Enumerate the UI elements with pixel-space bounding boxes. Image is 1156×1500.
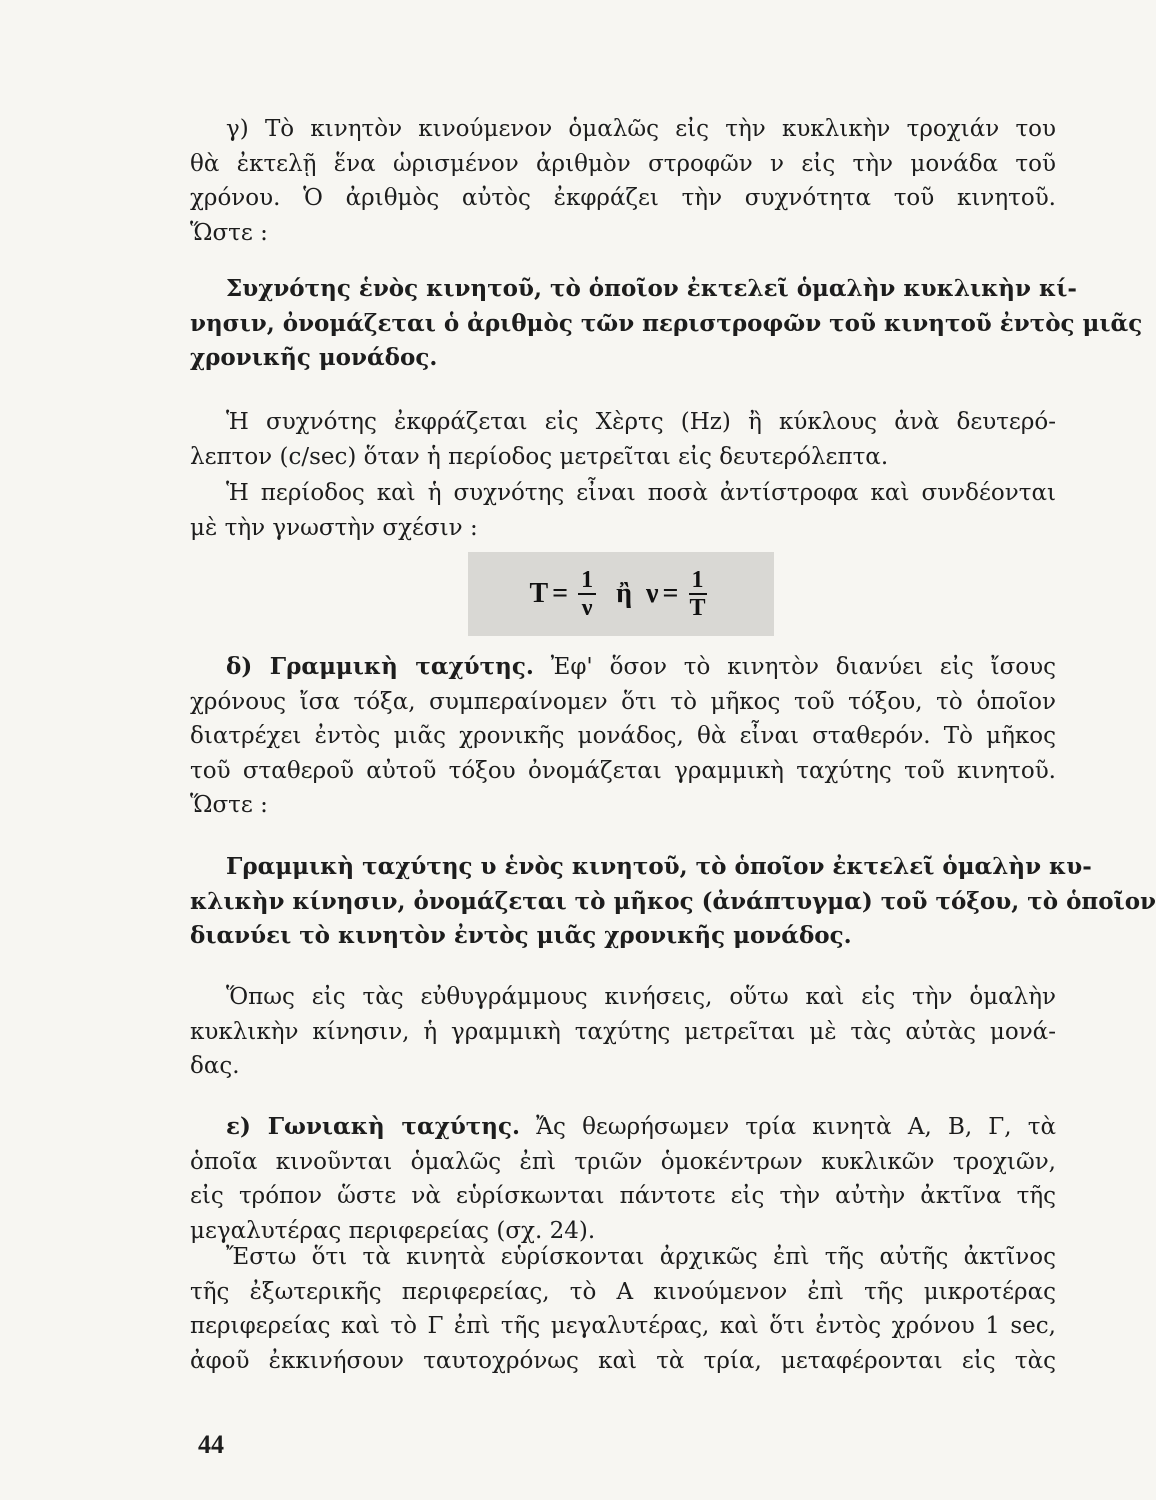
text-line: νησιν, ὀνομάζεται ὁ ἀριθμὸς τῶν περιστροφῶν τοῦ κινητοῦ ἐντὸς μιᾶς bbox=[190, 309, 1143, 337]
formula-lhs-period: T bbox=[529, 578, 549, 609]
text-line: διατρέχει ἐντὸς μιᾶς χρονικῆς μονάδος, θὰ εἶναι σταθερόν. Τὸ μῆκος bbox=[190, 723, 1056, 749]
text-fragment: Ἄς θεωρήσωμεν τρία κινητὰ Α, Β, Γ, τὰ bbox=[536, 1114, 1056, 1140]
text-line: χρόνους ἴσα τόξα, συμπεραίνομεν ὅτι τὸ μῆκος τοῦ τόξου, τὸ ὁποῖον bbox=[190, 688, 1056, 715]
text-line: λεπτον (c/sec) ὅταν ἡ περίοδος μετρεῖται εἰς δευτερόλεπτα. bbox=[190, 443, 889, 470]
text-line: τοῦ σταθεροῦ αὐτοῦ τόξου ὀνομάζεται γραμμικὴ ταχύτης τοῦ κινητοῦ. bbox=[190, 757, 1056, 784]
formula-lhs-frequency: ν bbox=[646, 578, 659, 609]
text-line: διανύει τὸ κινητὸν ἐντὸς μιᾶς χρονικῆς μονάδος. bbox=[190, 922, 852, 949]
text-line: Ἡ συχνότης ἐκφράζεται εἰς Χὲρτς (Hz) ἢ κύκλους ἀνὰ δευτερό- bbox=[226, 409, 1056, 435]
text-line: Ὥστε : bbox=[190, 792, 268, 818]
formula-fraction-1 bbox=[578, 567, 596, 621]
text-line: Ὅπως εἰς τὰς εὐθυγράμμους κινήσεις, οὕτω καὶ εἰς τὴν ὁμαλὴν bbox=[226, 984, 1056, 1010]
text-line: κλικὴν κίνησιν, ὀνομάζεται τὸ μῆκος (ἀνάπτυγμα) τοῦ τόξου, τὸ ὁποῖον bbox=[190, 887, 1156, 915]
section-heading-linear-speed: δ) Γραμμικὴ ταχύτης. bbox=[226, 653, 534, 680]
fraction-denominator: T bbox=[689, 595, 706, 621]
definition-linear-speed bbox=[190, 850, 1156, 954]
text-line: Ὥστε : bbox=[190, 219, 268, 246]
text-line: Συχνότης ἑνὸς κινητοῦ, τὸ ὁποῖον ἐκτελεῖ ὁμαλὴν κυκλικὴν κί- bbox=[226, 275, 1077, 302]
section-heading-angular-speed: ε) Γωνιακὴ ταχύτης. bbox=[226, 1113, 521, 1140]
text-line: εἰς τρόπον ὥστε νὰ εὑρίσκωνται πάντοτε εἰς τὴν αὐτὴν ἀκτῖνα τῆς bbox=[190, 1183, 1056, 1209]
text-line: χρόνου. Ὁ ἀριθμὸς αὐτὸς ἐκφράζει τὴν συχνότητα τοῦ κινητοῦ. bbox=[190, 185, 1056, 211]
definition-frequency bbox=[190, 272, 1143, 376]
formula-fraction-2 bbox=[689, 567, 707, 621]
text-line: θὰ ἐκτελῇ ἕνα ὡρισμένον ἀριθμὸν στροφῶν ν εἰς τὴν μονάδα τοῦ bbox=[190, 150, 1056, 177]
fraction-numerator: 1 bbox=[578, 567, 596, 595]
formula-equals: = bbox=[662, 578, 679, 609]
text-line: τῆς ἐξωτερικῆς περιφερείας, τὸ Α κινούμενον ἐπὶ τῆς μικροτέρας bbox=[190, 1278, 1056, 1305]
text-line: κυκλικὴν κίνησιν, ἡ γραμμικὴ ταχύτης μετρεῖται μὲ τὰς αὐτὰς μονά- bbox=[190, 1018, 1056, 1045]
text-line: μὲ τὴν γνωστὴν σχέσιν : bbox=[190, 514, 478, 541]
text-line bbox=[190, 1110, 1056, 1145]
paragraph-relation bbox=[190, 476, 1056, 545]
paragraph-d bbox=[190, 650, 1056, 823]
page-number: 44 bbox=[198, 1430, 224, 1459]
paragraph-final bbox=[190, 1240, 1056, 1378]
period-frequency-formula bbox=[468, 552, 774, 636]
text-line: χρονικῆς μονάδος. bbox=[190, 344, 438, 371]
formula-or: ἢ bbox=[616, 578, 633, 609]
text-line: ἀφοῦ ἐκκινήσουν ταυτοχρόνως καὶ τὰ τρία, μεταφέρονται εἰς τὰς bbox=[190, 1347, 1056, 1374]
paragraph-e bbox=[190, 1110, 1056, 1248]
fraction-denominator: ν bbox=[581, 595, 593, 621]
paragraph-hertz bbox=[190, 405, 1056, 474]
text-line: Ἡ περίοδος καὶ ἡ συχνότης εἶναι ποσὰ ἀντίστροφα καὶ συνδέονται bbox=[226, 480, 1056, 506]
paragraph-c bbox=[190, 112, 1056, 250]
text-fragment: Ἐφ' ὅσον τὸ κινητὸν διανύει εἰς ἴσους bbox=[550, 654, 1056, 680]
text-line: δας. bbox=[190, 1053, 240, 1079]
text-line: ὁποῖα κινοῦνται ὁμαλῶς ἐπὶ τριῶν ὁμοκέντρων κυκλικῶν τροχιῶν, bbox=[190, 1148, 1056, 1175]
text-line bbox=[190, 650, 1056, 685]
fraction-numerator: 1 bbox=[689, 567, 707, 595]
formula-equals: = bbox=[552, 578, 569, 609]
text-line: γ) Τὸ κινητὸν κινούμενον ὁμαλῶς εἰς τὴν κυκλικὴν τροχιάν του bbox=[226, 116, 1056, 142]
text-line: μεγαλυτέρας περιφερείας (σχ. 24). bbox=[190, 1217, 596, 1244]
paragraph-units bbox=[190, 980, 1056, 1084]
text-line: Γραμμικὴ ταχύτης υ ἑνὸς κινητοῦ, τὸ ὁποῖον ἐκτελεῖ ὁμαλὴν κυ- bbox=[226, 853, 1092, 880]
text-line: Ἔστω ὅτι τὰ κινητὰ εὑρίσκονται ἀρχικῶς ἐπὶ τῆς αὐτῆς ἀκτῖνος bbox=[226, 1244, 1056, 1270]
text-line: περιφερείας καὶ τὸ Γ ἐπὶ τῆς μεγαλυτέρας, καὶ ὅτι ἐντὸς χρόνου 1 sec, bbox=[190, 1313, 1056, 1339]
